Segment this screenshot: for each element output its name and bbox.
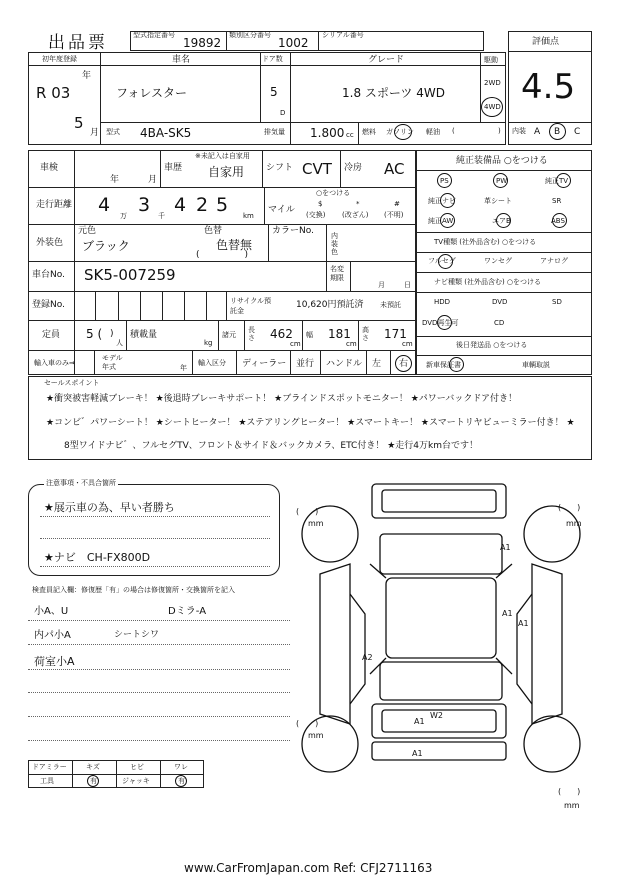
car-outline (302, 484, 580, 772)
mileage-sen: 千 (158, 212, 165, 220)
damage-mark-7: A1 (412, 749, 423, 758)
equip-abs: ABS (551, 217, 565, 225)
handle-right-circle (395, 355, 412, 372)
sales-points-label: セールスポイント (44, 379, 100, 387)
navi-dvd-play-circle (437, 315, 452, 330)
width-unit: cm (346, 340, 357, 348)
legend-jack-value: 有 (178, 777, 185, 785)
diagram-mm-tl: mm (308, 519, 324, 528)
grade-value: 1.8 スポーツ 4WD (342, 86, 445, 100)
navi-sd: SD (552, 298, 562, 306)
recycle-unpaid: 未預託 (380, 301, 401, 309)
mileage-label: 走行距離 (36, 200, 73, 210)
tv-fullseg: フルセグ (428, 257, 456, 265)
recycle-label: リサイクル預託金 (230, 297, 272, 315)
footer-ref: www.CarFromJapan.com Ref: CFJ2711163 (184, 861, 433, 875)
handle-left: 左 (372, 359, 382, 369)
sales-point-line-1: ★衝突被害軽減ブレーキ！ ★後退時ブレーキサポート！ ★ブラインドスポットモニター！ ★パワーバックドア付き！ (46, 394, 518, 404)
color-change-label: 色替 (204, 226, 223, 236)
meter-label: マイル (268, 205, 295, 215)
import-parallel: 並行 (296, 359, 315, 369)
diagram-mm-tr: mm (566, 519, 582, 528)
name-change-label: 名変期限 (330, 265, 344, 282)
navi-title: ナビ種類 (社外品含む) ○をつける (434, 278, 542, 286)
inspector-line-2-a: 内パ小A (34, 630, 71, 641)
grade-label: グレード (368, 55, 405, 65)
import-dealer: ディーラー (242, 359, 287, 369)
equip-aw-circle (440, 213, 455, 228)
legend-break: ワレ (174, 763, 188, 771)
shift-value: CVT (302, 160, 332, 178)
notes-line-2: ★ナビ CH-FX800D (44, 551, 151, 564)
equip-navi: 純正ナビ (428, 197, 456, 205)
equip-airbag-circle (496, 213, 511, 228)
diagram-paren-tr: ( ) (558, 503, 581, 512)
equip-ps-circle (437, 173, 452, 188)
doors-label: ドア数 (262, 55, 283, 63)
interior-grade-b: B (554, 127, 561, 137)
first-reg-label: 初年度登録 (42, 55, 77, 63)
length-label: 長さ (248, 326, 255, 342)
fuel-gasoline: ガソリン (386, 128, 414, 136)
meter-unknown: (不明) (384, 211, 404, 219)
color-value: ブラック (82, 239, 130, 253)
name-change-day: 日 (404, 281, 411, 289)
damage-mark-3: A1 (518, 619, 529, 628)
later-manual: 車輌取説 (522, 361, 550, 369)
navi-dvd: DVD (492, 298, 508, 306)
meter-exchange: (交換) (306, 211, 326, 219)
drive-label: 駆動 (484, 56, 498, 64)
mileage-digit-4: 2 (196, 194, 209, 216)
later-warranty-circle (449, 357, 464, 372)
shaken-month-suffix: 月 (148, 175, 158, 185)
color-no-label: カラーNo. (272, 226, 314, 236)
damage-mark-1: A1 (500, 543, 511, 552)
import-label: 輸入車のみ⇒ (34, 359, 75, 367)
genuine-title: 純正装備品 ○をつける (456, 156, 548, 166)
later-title: 後日発送品 ○をつける (456, 341, 528, 349)
height-unit: cm (402, 340, 413, 348)
shaken-year-suffix: 年 (110, 175, 120, 185)
inspector-line-1-a: 小A、U (34, 606, 69, 617)
type-spec-label: 型式指定番号 (133, 31, 175, 39)
usage-note: ※未記入は自家用 (195, 152, 250, 160)
drive-2wd: 2WD (484, 79, 501, 87)
rating-value: 4.5 (521, 67, 576, 107)
sheet-title: 出品票 (48, 33, 108, 53)
drive-4wd: 4WD (484, 103, 501, 111)
displacement-unit: cc (346, 131, 354, 139)
handle-right: 右 (399, 359, 409, 369)
tv-fullseg-circle (438, 254, 453, 269)
sales-point-line-2: ★コンビ゛パワーシート！ ★シートヒーター！ ★ステアリングヒーター！ ★スマートキー！ ★スマートリヤビューミラー付き！ ★ (46, 418, 575, 428)
chassis-value: SK5-007259 (84, 266, 176, 284)
diagram-paren-bl: ( ) (296, 719, 319, 728)
capacity-value: 5 ( (86, 327, 103, 341)
import-type-label: 輸入区分 (198, 359, 226, 367)
name-change-month: 月 (378, 281, 385, 289)
color-change-value: 色替無 (216, 238, 253, 252)
diagram-paren-br: ( ) (558, 787, 581, 796)
fuel-light-oil: 軽油 (426, 128, 440, 136)
inspector-line-3-a: 荷室小A (34, 655, 75, 668)
color-change-paren: ( ) (196, 250, 249, 260)
inspector-line-2-b: シートシワ (114, 630, 160, 640)
equip-leather: 革シート (484, 197, 512, 205)
first-reg-era: R 03 (36, 84, 71, 102)
mileage-unit: km (243, 212, 254, 220)
legend-tools: 工具 (40, 777, 54, 785)
handle-label: ハンドル (326, 359, 363, 369)
equip-pw-circle (493, 173, 508, 188)
width-label: 幅 (306, 331, 313, 339)
ac-label: 冷房 (344, 163, 363, 173)
equip-pw: PW (496, 177, 508, 185)
navi-hdd: HDD (434, 298, 451, 306)
mileage-digit-2: 3 (138, 194, 151, 216)
equip-airbag: エアB (492, 217, 511, 225)
legend-tools-value: 有 (90, 777, 97, 785)
meter-dollar: $ (318, 200, 323, 208)
height-label: 高さ (362, 326, 369, 342)
inspector-label: 検査員記入欄：修復歴「有」の場合は修復箇所・交換箇所を記入 (32, 586, 235, 594)
tv-analog: アナログ (540, 257, 568, 265)
legend-door-mirror: ドアミラー (32, 763, 67, 771)
model-year-unit: 年 (180, 364, 187, 372)
model-value: 4BA-SK5 (140, 126, 192, 140)
ext-color-label: 外装色 (36, 238, 64, 248)
type-spec-value: 19892 (183, 36, 222, 50)
interior-grade-b-circle (549, 123, 566, 140)
fuel-gasoline-circle (394, 124, 412, 140)
mileage-digit-5: 5 (216, 194, 229, 216)
equip-abs-circle (552, 213, 567, 228)
category-label: 類別区分番号 (229, 31, 271, 39)
doors-value: 5 (270, 85, 278, 99)
meter-note: ○をつける (316, 189, 351, 197)
width-value: 181 (328, 327, 351, 341)
interior-label: 内装 (512, 127, 526, 135)
rating-label: 評価点 (532, 37, 560, 47)
equip-aw: 純正AW (428, 217, 454, 225)
damage-mark-4: A2 (362, 653, 373, 662)
equip-tv: 純正TV (545, 177, 569, 185)
navi-dvd-play: DVD再生可 (422, 319, 459, 327)
legend-scratch: キズ (86, 763, 100, 771)
load-unit: kg (204, 339, 213, 347)
first-reg-year-suffix: 年 (82, 71, 92, 81)
model-label: 型式 (106, 128, 120, 136)
damage-mark-5: A1 (414, 717, 425, 726)
notes-line-1: ★展示車の為、早い者勝ち (44, 501, 175, 514)
car-name-label: 車名 (172, 55, 191, 65)
equip-navi-circle (440, 193, 455, 208)
tv-oneseg: ワンセグ (484, 257, 512, 265)
reg-no-label: 登録No. (32, 300, 65, 310)
diagram-paren-tl: ( ) (296, 507, 319, 516)
legend-crack: ヒビ (130, 763, 144, 771)
ac-value: AC (384, 160, 405, 178)
shaken-label: 車検 (40, 163, 59, 173)
dims-label: 諸元 (222, 331, 236, 339)
front-right-wheel (524, 506, 580, 562)
mileage-digit-3: 4 (174, 194, 187, 216)
sales-point-line-3: 8型ワイドナビ゛、フルセグTV、フロント＆サイド＆バックカメラ、ETC付き！ ★走行4万km台です！ (64, 441, 478, 451)
model-year-label: モデル年式 (102, 354, 123, 371)
color-label: 元色 (78, 226, 97, 236)
category-value: 1002 (278, 36, 309, 50)
legend-jack-circle (175, 775, 187, 787)
car-damage-diagram (290, 474, 600, 814)
fuel-paren-open: ( (452, 127, 455, 135)
interior-grade-a: A (534, 127, 541, 137)
car-name: フォレスター (116, 86, 188, 100)
height-value: 171 (384, 327, 407, 341)
inspector-line-1-b: Dミラ-A (168, 606, 207, 617)
capacity-label: 定員 (42, 330, 61, 340)
first-reg-month-suffix: 月 (90, 128, 100, 138)
navi-cd: CD (494, 319, 505, 327)
notes-label: 注意事項・不具合箇所 (46, 479, 116, 487)
mileage-man: 万 (120, 212, 127, 220)
shift-label: シフト (266, 163, 294, 173)
length-value: 462 (270, 327, 293, 341)
diagram-mm-br: mm (564, 801, 580, 810)
usage-label: 車歴 (164, 163, 183, 173)
serial-label: シリアル番号 (322, 31, 364, 39)
load-label: 積載量 (130, 330, 158, 340)
equip-sr: SR (552, 197, 562, 205)
length-unit: cm (290, 340, 301, 348)
damage-mark-2: A1 (502, 609, 513, 618)
capacity-close: ) (110, 329, 114, 339)
later-warranty: 新車保証書 (426, 361, 461, 369)
tv-title: TV種類 (社外品含む) ○をつける (434, 238, 537, 246)
mileage-digit-1: 4 (98, 194, 111, 216)
meter-hash: # (394, 200, 400, 208)
displacement-label: 排気量 (264, 128, 285, 136)
capacity-unit: 人 (116, 339, 123, 347)
legend-tools-circle (87, 775, 99, 787)
fuel-label: 燃料 (362, 128, 376, 136)
equip-ps: PS (440, 177, 449, 185)
displacement-value: 1.800 (310, 126, 345, 140)
damage-mark-6: W2 (430, 711, 443, 720)
usage-value: 自家用 (208, 165, 245, 179)
first-reg-month: 5 (74, 114, 84, 132)
meter-star: * (356, 200, 360, 208)
doors-type: D (280, 109, 286, 117)
fuel-paren-close: ) (498, 127, 501, 135)
chassis-label: 車台No. (32, 270, 65, 280)
interior-grade-c: C (574, 127, 581, 137)
meter-tamper: (改ざん) (342, 211, 369, 219)
recycle-value: 10,620円預託済 (296, 300, 364, 310)
int-color-label: 内装色 (331, 232, 338, 256)
equip-tv-circle (556, 173, 571, 188)
diagram-mm-bl: mm (308, 731, 324, 740)
drive-4wd-circle (481, 97, 503, 117)
legend-jack: ジャッキ (122, 777, 150, 785)
